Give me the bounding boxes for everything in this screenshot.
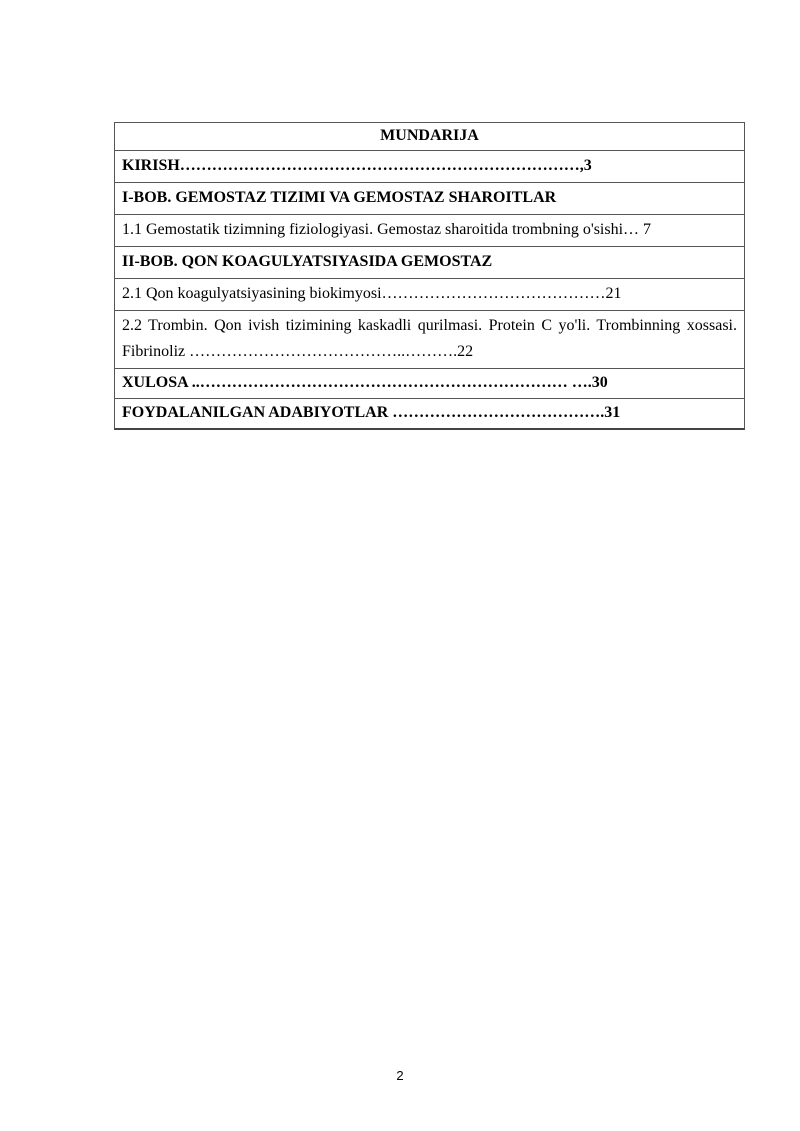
toc-entry-conclusion: XULOSA ..…………………………………………………………… ….30 [115, 368, 744, 398]
toc-entry-section-1-1: 1.1 Gemostatik tizimning fiziologiyasi. Gemostaz sharoitida trombning o'sishi… 7 [115, 214, 744, 246]
toc-entry-intro: KIRISH…………………………………………………………………,3 [115, 150, 744, 182]
toc-entry-section-2-1: 2.1 Qon koagulyatsiyasining biokimyosi……………………………………21 [115, 278, 744, 310]
toc-entry-section-2-2: 2.2 Trombin. Qon ivish tizimining kaskadli qurilmasi. Protein C yo'li. Trombinning xossasi. Fibrinoliz …………………………………..……….22 [115, 310, 744, 368]
toc-entry-chapter-2: II-BOB. QON KOAGULYATSIYASIDA GEMOSTAZ [115, 246, 744, 278]
toc-entry-chapter-1: I-BOB. GEMOSTAZ TIZIMI VA GEMOSTAZ SHAROITLAR [115, 182, 744, 214]
toc-entry-references: FOYDALANILGAN ADABIYOTLAR ………………………………….31 [115, 398, 744, 428]
table-of-contents [114, 122, 745, 430]
toc-title: MUNDARIJA [380, 127, 479, 144]
page-number: 2 [396, 1068, 404, 1083]
